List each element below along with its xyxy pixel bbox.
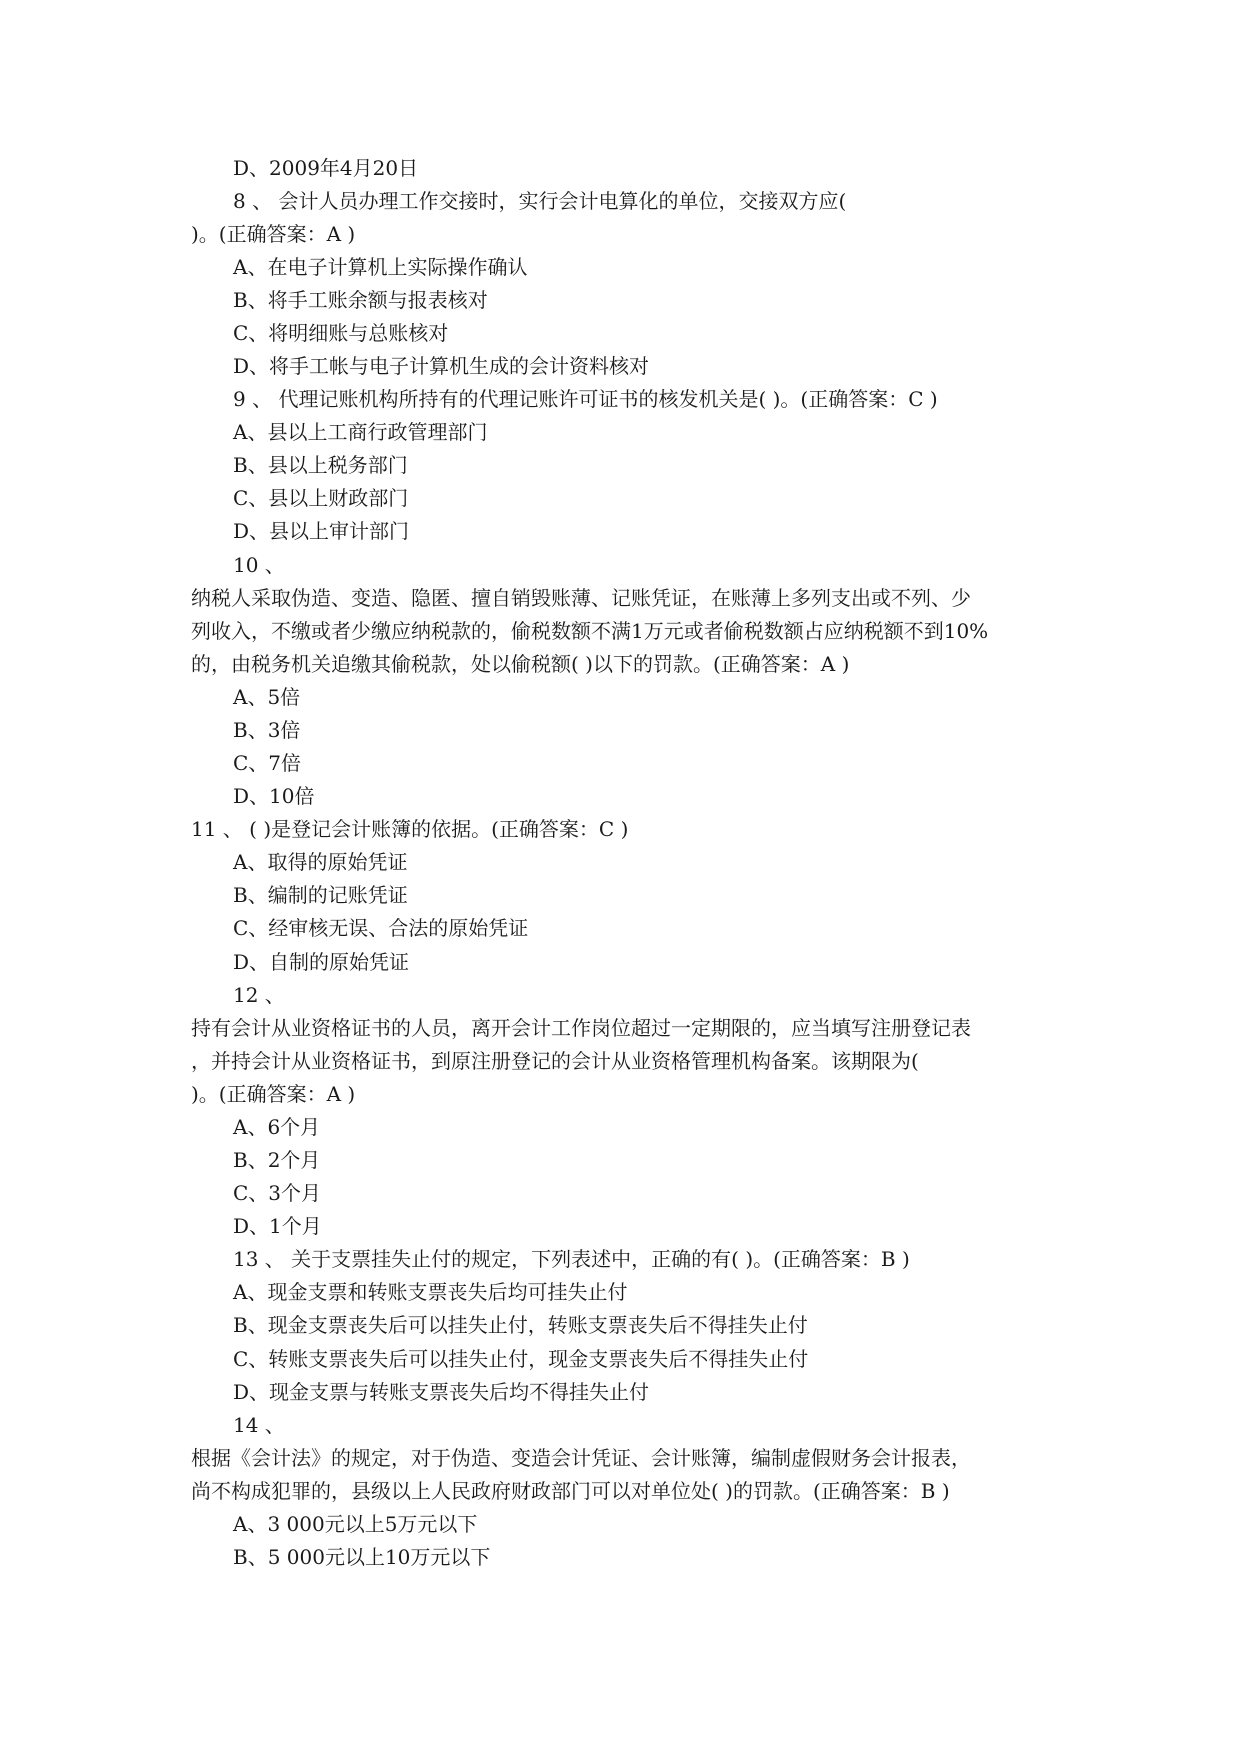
option-a-q11: A、取得的原始凭证	[233, 850, 408, 874]
option-b-q12: B、2个月	[233, 1148, 321, 1172]
option-d-q13: D、现金支票与转账支票丧失后均不得挂失止付	[233, 1380, 650, 1404]
question-12-text: ，并持会计从业资格证书，到原注册登记的会计从业资格管理机构备案。该期限为(	[191, 1049, 919, 1073]
option-b-q10: B、3倍	[233, 718, 301, 742]
question-14-number: 14 、	[233, 1413, 285, 1437]
option-a-q9: A、县以上工商行政管理部门	[233, 420, 488, 444]
question-10-text: 列收入，不缴或者少缴应纳税款的，偷税数额不满1万元或者偷税数额占应纳税额不到10%	[191, 619, 989, 643]
question-11: 11 、 ( )是登记会计账簿的依据。(正确答案：C )	[191, 817, 629, 841]
option-c-q13: C、转账支票丧失后可以挂失止付，现金支票丧失后不得挂失止付	[233, 1347, 809, 1371]
option-c-q11: C、经审核无误、合法的原始凭证	[233, 916, 529, 940]
question-10-text: 纳税人采取伪造、变造、隐匿、擅自销毁账薄、记账凭证，在账薄上多列支出或不列、少	[191, 586, 971, 610]
option-d-q8: D、将手工帐与电子计算机生成的会计资料核对	[233, 354, 650, 378]
option-c-q12: C、3个月	[233, 1181, 322, 1205]
option-c-q10: C、7倍	[233, 751, 302, 775]
option-d-q11: D、自制的原始凭证	[233, 950, 410, 974]
option-b-q8: B、将手工账余额与报表核对	[233, 288, 488, 312]
option-b-q14: B、5 000元以上10万元以下	[233, 1545, 491, 1569]
question-14-text: 根据《会计法》的规定，对于伪造、变造会计凭证、会计账簿，编制虚假财务会计报表，	[191, 1446, 971, 1470]
question-8: 8 、 会计人员办理工作交接时，实行会计电算化的单位，交接双方应(	[233, 189, 847, 213]
answer-q12: )。(正确答案：A )	[191, 1082, 356, 1106]
question-12-text: 持有会计从业资格证书的人员，离开会计工作岗位超过一定期限的，应当填写注册登记表	[191, 1016, 971, 1040]
option-a-q13: A、现金支票和转账支票丧失后均可挂失止付	[233, 1280, 628, 1304]
question-10-text: 的，由税务机关追缴其偷税款，处以偷税额( )以下的罚款。(正确答案：A )	[191, 652, 850, 676]
option-a-q10: A、5倍	[233, 685, 301, 709]
option-b-q13: B、现金支票丧失后可以挂失止付，转账支票丧失后不得挂失止付	[233, 1313, 808, 1337]
option-a-q14: A、3 000元以上5万元以下	[233, 1512, 478, 1536]
option-d-q7: D、2009年4月20日	[233, 156, 419, 180]
option-d-q10: D、10倍	[233, 784, 315, 808]
option-a-q8: A、在电子计算机上实际操作确认	[233, 255, 528, 279]
question-10-number: 10 、	[233, 553, 285, 577]
option-b-q9: B、县以上税务部门	[233, 453, 408, 477]
option-d-q12: D、1个月	[233, 1214, 322, 1238]
option-c-q9: C、县以上财政部门	[233, 486, 409, 510]
question-12-number: 12 、	[233, 983, 285, 1007]
question-9: 9 、 代理记账机构所持有的代理记账许可证书的核发机关是( )。(正确答案：C )	[233, 387, 938, 411]
question-14-text: 尚不构成犯罪的，县级以上人民政府财政部门可以对单位处( )的罚款。(正确答案：B )	[191, 1479, 950, 1503]
option-d-q9: D、县以上审计部门	[233, 519, 410, 543]
question-13: 13 、 关于支票挂失止付的规定，下列表述中，正确的有( )。(正确答案：B )	[233, 1247, 910, 1271]
option-c-q8: C、将明细账与总账核对	[233, 321, 449, 345]
answer-q8: )。(正确答案：A )	[191, 222, 356, 246]
option-a-q12: A、6个月	[233, 1115, 321, 1139]
option-b-q11: B、编制的记账凭证	[233, 883, 408, 907]
